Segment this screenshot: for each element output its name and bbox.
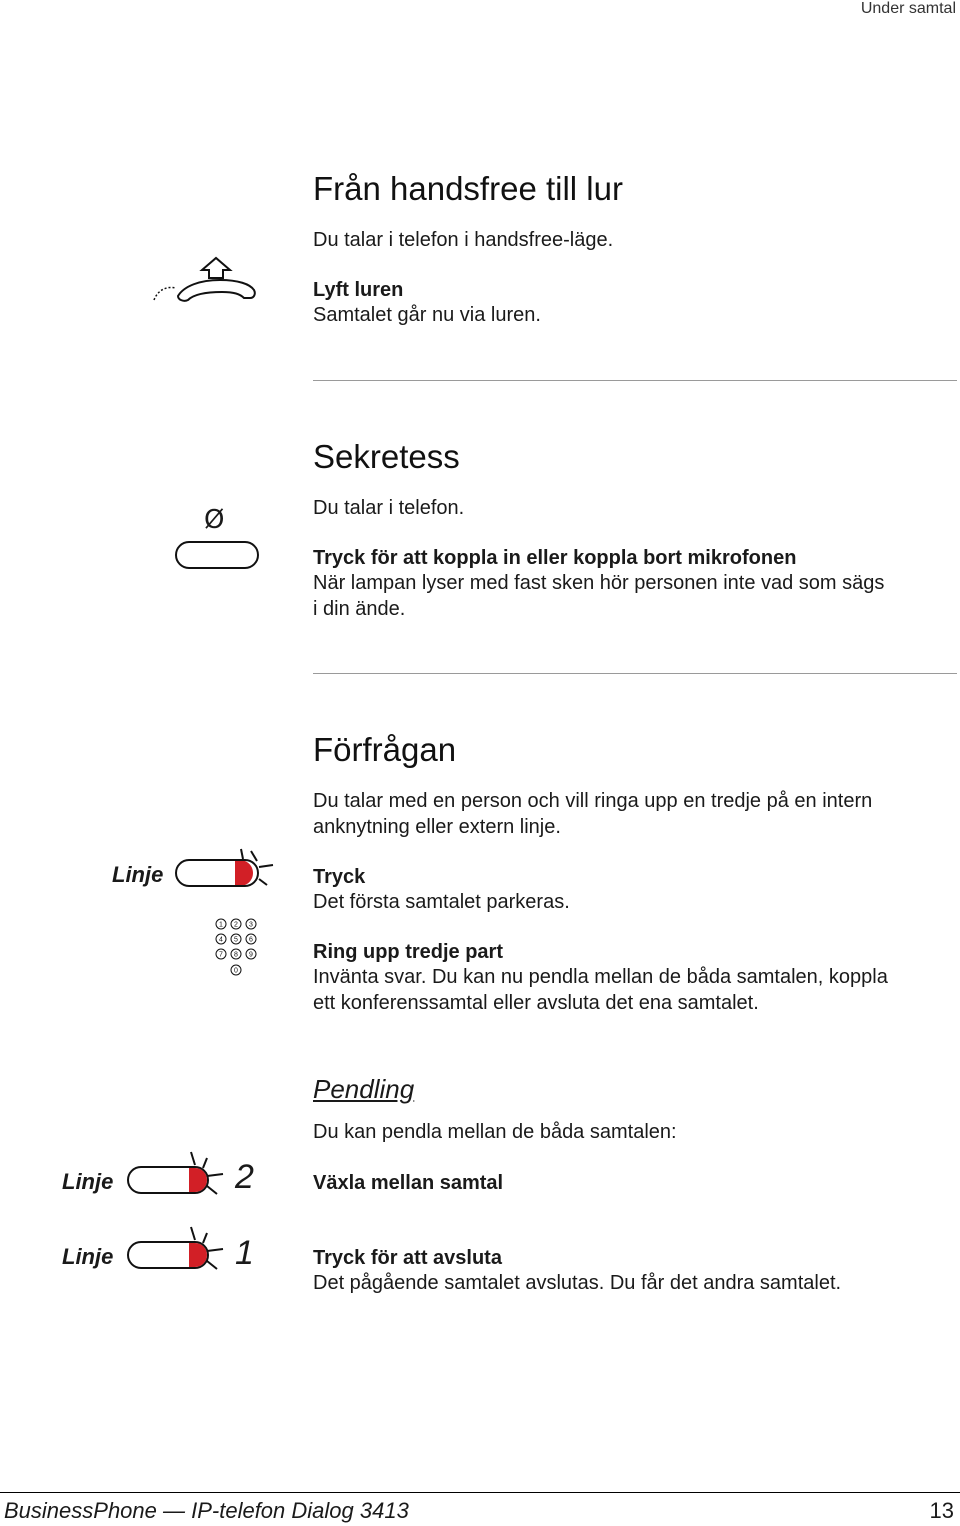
mute-key-icon[interactable] xyxy=(175,540,260,572)
keypad-key: 0 xyxy=(234,967,238,975)
keypad-key: 7 xyxy=(219,951,223,959)
line-key-label: Linje xyxy=(112,862,164,887)
line-key-lamp-icon[interactable] xyxy=(175,845,275,895)
inquiry-step1-text: Det första samtalet parkeras. xyxy=(313,891,570,913)
inquiry-step1-title: Tryck xyxy=(313,866,366,888)
pendling-step1-title: Växla mellan samtal xyxy=(313,1172,504,1194)
line-key-label: Linje xyxy=(62,1244,114,1269)
footer-divider xyxy=(0,1492,960,1493)
line-number: 1 xyxy=(235,1234,254,1272)
subsection-title-pendling: Pendling xyxy=(313,1074,415,1104)
keypad-key: 6 xyxy=(249,936,253,944)
section-divider xyxy=(313,673,957,674)
section-title-handsfree: Från handsfree till lur xyxy=(313,170,623,207)
mute-symbol-icon: Ø xyxy=(204,505,225,535)
inquiry-step2-text: Invänta svar. Du kan nu pendla mellan de båda samtalen, koppla xyxy=(313,966,888,988)
footer-product: BusinessPhone — IP-telefon Dialog 3413 xyxy=(4,1498,409,1523)
keypad-key: 2 xyxy=(234,921,238,929)
line-key-lamp-icon[interactable] xyxy=(127,1225,227,1277)
line-key-lamp-icon[interactable] xyxy=(127,1150,227,1202)
secrecy-step-text: När lampan lyser med fast sken hör personen inte vad som sägs xyxy=(313,572,885,594)
keypad-key: 3 xyxy=(249,921,253,929)
section-divider xyxy=(313,380,957,381)
inquiry-step2-title: Ring upp tredje part xyxy=(313,941,503,963)
handsfree-step-title: Lyft luren xyxy=(313,279,404,301)
page-number: 13 xyxy=(929,1498,954,1523)
keypad-key: 9 xyxy=(249,951,253,959)
keypad-key: 1 xyxy=(219,921,223,929)
keypad-icon[interactable] xyxy=(212,918,262,980)
line-key-label: Linje xyxy=(62,1169,114,1194)
pendling-intro: Du kan pendla mellan de båda samtalen: xyxy=(313,1121,677,1143)
secrecy-step-text-cont: i din ände. xyxy=(313,598,406,620)
inquiry-intro-cont: anknytning eller extern linje. xyxy=(313,816,561,838)
lift-handset-icon xyxy=(150,252,265,307)
keypad-key: 8 xyxy=(234,951,238,959)
inquiry-intro: Du talar med en person och vill ringa upp en tredje på en intern xyxy=(313,790,873,812)
running-header: Under samtal xyxy=(860,0,956,17)
pendling-step2-title: Tryck för att avsluta xyxy=(313,1247,502,1269)
line-number: 2 xyxy=(235,1158,254,1196)
pendling-step2-text: Det pågående samtalet avslutas. Du får det andra samtalet. xyxy=(313,1272,842,1294)
secrecy-step-title: Tryck för att koppla in eller koppla bort mikrofonen xyxy=(313,547,797,569)
section-title-secrecy: Sekretess xyxy=(313,438,460,475)
keypad-key: 4 xyxy=(219,936,223,944)
inquiry-step2-text-cont: ett konferenssamtal eller avsluta det ena samtalet. xyxy=(313,992,759,1014)
secrecy-intro: Du talar i telefon. xyxy=(313,497,465,519)
section-title-inquiry: Förfrågan xyxy=(313,731,457,768)
keypad-key: 5 xyxy=(234,936,238,944)
handsfree-step-text: Samtalet går nu via luren. xyxy=(313,304,541,326)
handsfree-intro: Du talar i telefon i handsfree-läge. xyxy=(313,229,614,251)
